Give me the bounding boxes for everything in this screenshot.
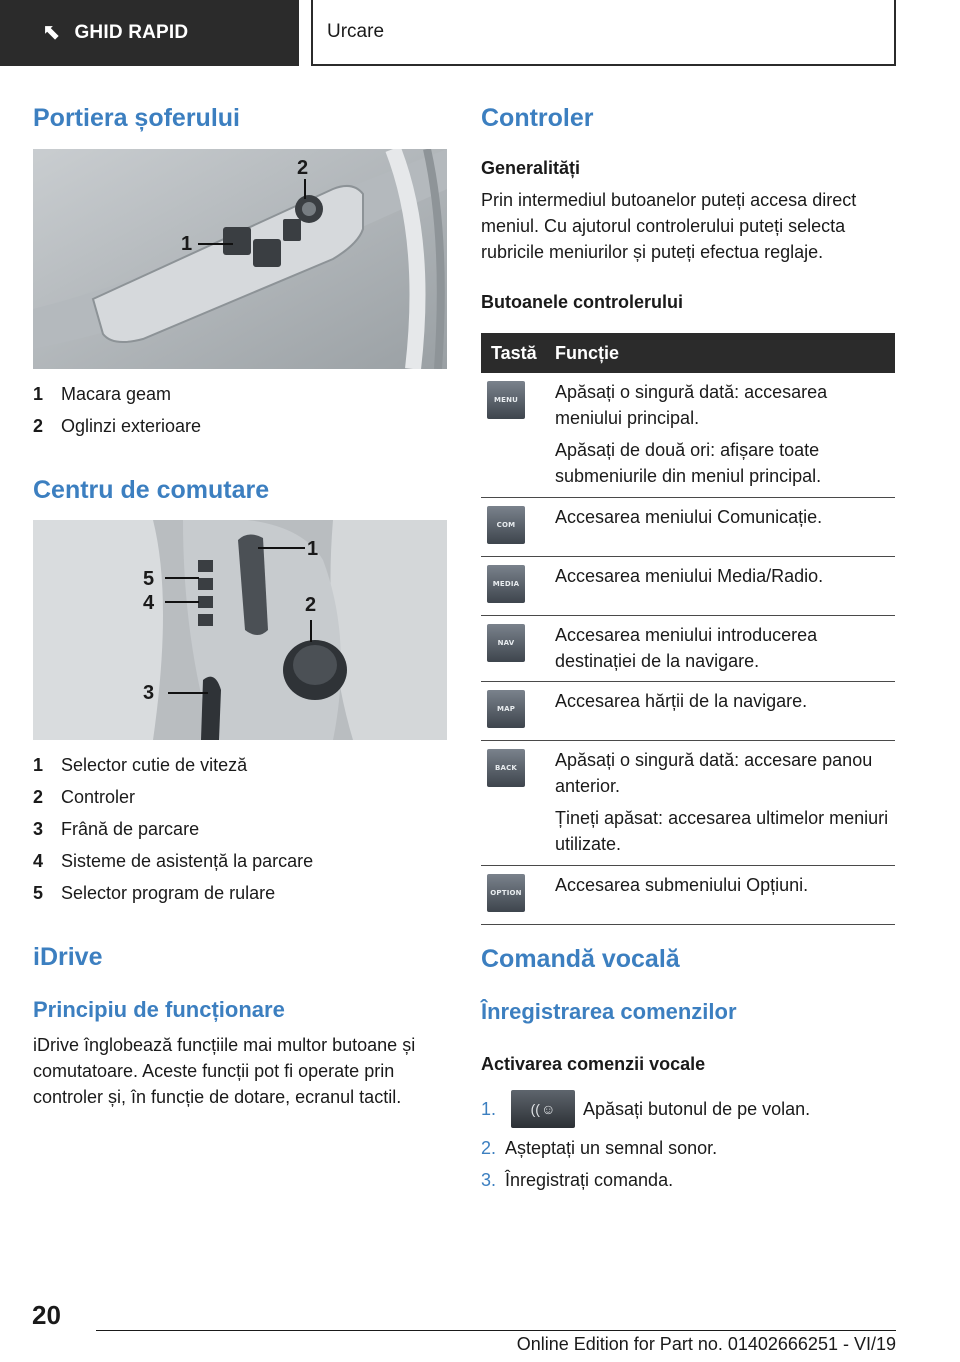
table-cell: Țineți apăsat: accesarea ultimelor meniuri utilizate. bbox=[555, 808, 889, 854]
chapter-header bbox=[311, 0, 896, 66]
table-row bbox=[481, 498, 895, 557]
controller-buttons-table bbox=[481, 333, 895, 925]
door-callout-2: 2 bbox=[297, 157, 309, 179]
legend-item: 2 Oglinzi exterioare bbox=[33, 415, 202, 436]
door-callout-1: 1 bbox=[181, 233, 193, 255]
page-number: 20 bbox=[32, 1300, 61, 1330]
controller-section-title: Controler bbox=[481, 104, 594, 132]
table-row bbox=[481, 373, 895, 498]
menu-key-icon: MENU bbox=[487, 381, 525, 419]
console-section-title: Centru de comutare bbox=[33, 476, 270, 504]
option-key-icon: OPTION bbox=[487, 874, 525, 912]
legend-item: 5 Selector program de rulare bbox=[33, 882, 276, 903]
idrive-description: iDrive înglobează funcțiile mai multor butoane și comutatoare. Aceste funcții pot fi operate prin controler și, în funcție de dotare, ecranul tactil. bbox=[33, 1035, 416, 1107]
table-row bbox=[481, 866, 895, 925]
activation-heading: Activarea comenzii vocale bbox=[481, 1054, 706, 1074]
legend-item: 3 Frână de parcare bbox=[33, 818, 200, 839]
table-cell: Accesarea hărții de la navigare. bbox=[555, 691, 808, 711]
console-callout-4: 4 bbox=[143, 592, 155, 614]
voice-section-title: Comandă vocală bbox=[481, 945, 680, 973]
legend-item: 1 Macara geam bbox=[33, 383, 172, 404]
back-arrow-icon: ⬉ bbox=[42, 20, 61, 45]
table-cell: Accesarea meniului introducerea destinației de la navigare. bbox=[555, 625, 818, 671]
buttons-heading: Butoanele controlerului bbox=[481, 292, 684, 312]
general-text: Prin intermediul butoanelor puteți accesa direct meniul. Cu ajutorul controlerului puteți selecta rubricile meniurilor și puteți efectua reglaje. bbox=[481, 190, 857, 262]
console-callout-2: 2 bbox=[305, 594, 317, 616]
com-key-icon: COM bbox=[487, 506, 525, 544]
edition-note: Online Edition for Part no. 01402666251 - VI/19 bbox=[516, 1334, 896, 1354]
door-section-title: Portiera șoferului bbox=[33, 104, 240, 132]
table-row bbox=[481, 557, 895, 616]
console-legend bbox=[33, 749, 313, 909]
console-callout-5: 5 bbox=[143, 568, 155, 590]
table-header bbox=[481, 333, 895, 373]
table-row bbox=[481, 616, 895, 682]
voice-command-button-icon: (( ☺ bbox=[511, 1090, 575, 1128]
quick-guide-label: GHID RAPID bbox=[74, 22, 189, 43]
map-key-icon: MAP bbox=[487, 690, 525, 728]
door-legend bbox=[33, 378, 201, 442]
column-header-key: Tastă bbox=[491, 342, 537, 363]
table-cell: Accesarea meniului Comunicație. bbox=[555, 507, 823, 527]
table-cell: Apăsați o singură dată: accesare panou anterior. bbox=[555, 750, 873, 796]
list-item: 1. (( ☺ Apăsați butonul de pe volan. bbox=[481, 1086, 810, 1132]
quick-guide-tab[interactable] bbox=[0, 0, 299, 66]
list-item: 2. Așteptați un semnal sonor. bbox=[481, 1137, 718, 1158]
column-header-function: Funcție bbox=[555, 342, 620, 363]
media-key-icon: MEDIA bbox=[487, 565, 525, 603]
door-panel-photo bbox=[33, 149, 447, 369]
list-item: 3. Înregistrați comanda. bbox=[481, 1169, 674, 1190]
legend-item: 1 Selector cutie de viteză bbox=[33, 754, 248, 775]
back-key-icon: BACK bbox=[487, 749, 525, 787]
console-callout-3: 3 bbox=[143, 682, 155, 704]
voice-subtitle: Înregistrarea comenzilor bbox=[481, 999, 737, 1024]
table-row bbox=[481, 741, 895, 866]
table-cell: Apăsați o singură dată: accesarea meniului principal. bbox=[555, 382, 828, 428]
legend-item: 4 Sisteme de asistență la parcare bbox=[33, 850, 314, 871]
nav-key-icon: NAV bbox=[487, 624, 525, 662]
table-cell: Apăsați de două ori: afișare toate submeniurile din meniul principal. bbox=[555, 440, 822, 486]
table-cell: Accesarea meniului Media/Radio. bbox=[555, 566, 824, 586]
legend-item: 2 Controler bbox=[33, 786, 136, 807]
idrive-subtitle: Principiu de funcționare bbox=[33, 997, 285, 1022]
voice-steps-list bbox=[481, 1086, 810, 1196]
idrive-section-title: iDrive bbox=[33, 943, 103, 971]
table-cell: Accesarea submeniului Opțiuni. bbox=[555, 875, 809, 895]
chapter-title: Urcare bbox=[327, 21, 385, 42]
table-row bbox=[481, 682, 895, 741]
console-callout-1: 1 bbox=[307, 538, 319, 560]
footer-divider bbox=[96, 1330, 896, 1331]
general-heading: Generalități bbox=[481, 158, 581, 178]
center-console-photo bbox=[33, 520, 447, 740]
